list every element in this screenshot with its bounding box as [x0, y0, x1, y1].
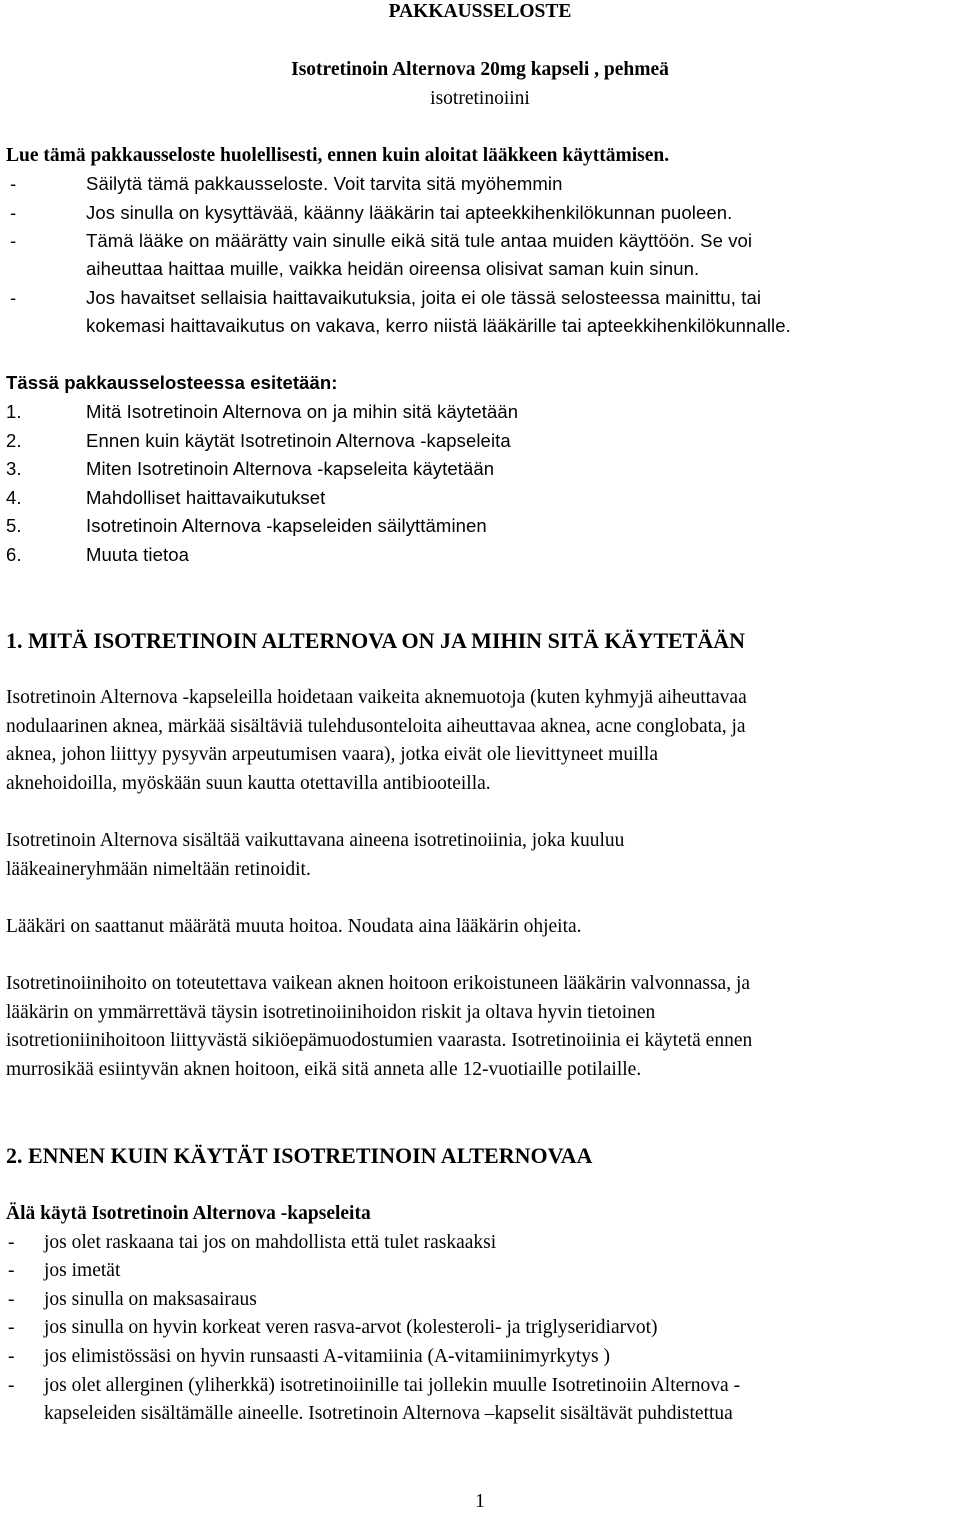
toc-number: 3.: [6, 458, 22, 479]
bullet-dash: -: [8, 1260, 15, 1281]
toc-number: 6.: [6, 544, 22, 565]
contraindication-item-1: jos olet raskaana tai jos on mahdollista että tulet raskaaksi: [44, 1232, 497, 1253]
toc-number: 1.: [6, 401, 22, 422]
contraindication-item-5: jos elimistössäsi on hyvin runsaasti A-vitamiinia (A-vitamiinimyrkytys ): [44, 1346, 610, 1367]
toc-item-6: Muuta tietoa: [86, 544, 190, 565]
section-1-paragraph-1: aknea, johon liittyy pysyvän arpeutumisen vaara), jotka eivät ole lievittyneet muilla: [6, 744, 658, 765]
section-1-paragraph-4: isotretioniinihoitoon liittyvästä sikiöepämuodostumien vaarasta. Isotretinoiinia ei käytetä ennen: [6, 1030, 753, 1051]
section-2-heading: 2. ENNEN KUIN KÄYTÄT ISOTRETINOIN ALTERNOVAA: [6, 1143, 593, 1168]
intro-bullet-4-line-1: Jos havaitset sellaisia haittavaikutuksia, joita ei ole tässä selosteessa mainittu, tai: [86, 287, 762, 308]
bullet-dash: -: [8, 1346, 15, 1367]
toc-number: 2.: [6, 430, 22, 451]
intro-bullet-4-line-2: kokemasi haittavaikutus on vakava, kerro niistä lääkärille tai apteekkihenkilökunnalle.: [86, 315, 791, 336]
toc-item-3: Miten Isotretinoin Alternova -kapseleita käytetään: [86, 458, 495, 479]
bullet-dash: -: [10, 173, 17, 194]
section-1-paragraph-1: nodulaarinen aknea, märkää sisältäviä tulehdusonteloita aiheuttavaa aknea, acne conglobata, ja: [6, 716, 746, 737]
toc-item-5: Isotretinoin Alternova -kapseleiden säilyttäminen: [86, 515, 487, 536]
contraindication-item-6-line-1: jos olet allerginen (yliherkkä) isotretinoiinille tai jollekin muulle Isotretinoiin Alternova -: [44, 1375, 741, 1396]
section-1-paragraph-2: lääkeaineryhmään nimeltään retinoidit.: [6, 859, 311, 880]
contraindication-item-4: jos sinulla on hyvin korkeat veren rasva-arvot (kolesteroli- ja triglyseridiarvot): [44, 1317, 658, 1338]
section-1-paragraph-1: Isotretinoin Alternova -kapseleilla hoidetaan vaikeita aknemuotoja (kuten kyhmyjä aiheuttavaa: [6, 687, 747, 708]
bullet-dash: -: [10, 202, 17, 223]
toc-heading: Tässä pakkausselosteessa esitetään:: [6, 372, 338, 393]
contraindication-item-6-line-2: kapseleiden sisältämälle aineelle. Isotretinoin Alternova –kapselit sisältävät puhdistettua: [44, 1403, 733, 1424]
active-substance: isotretinoiini: [430, 88, 530, 109]
read-notice: Lue tämä pakkausseloste huolellisesti, ennen kuin aloitat lääkkeen käyttämisen.: [6, 145, 670, 166]
contraindication-item-3: jos sinulla on maksasairaus: [44, 1289, 257, 1310]
toc-number: 4.: [6, 487, 22, 508]
toc-item-4: Mahdolliset haittavaikutukset: [86, 487, 326, 508]
toc-number: 5.: [6, 515, 22, 536]
bullet-dash: -: [8, 1375, 15, 1396]
toc-item-2: Ennen kuin käytät Isotretinoin Alternova -kapseleita: [86, 430, 511, 451]
intro-bullet-3-line-1: Tämä lääke on määrätty vain sinulle eikä sitä tule antaa muiden käyttöön. Se voi: [86, 230, 753, 251]
intro-bullet-3-line-2: aiheuttaa haittaa muille, vaikka heidän oireensa olisivat saman kuin sinun.: [86, 258, 700, 279]
section-1-paragraph-4: lääkärin on ymmärrettävä täysin isotretinoiinihoidon riskit ja oltava hyvin tietoinen: [6, 1002, 656, 1023]
intro-bullet-1: Säilytä tämä pakkausseloste. Voit tarvita sitä myöhemmin: [86, 173, 563, 194]
bullet-dash: -: [8, 1232, 15, 1253]
page-number: 1: [475, 1491, 485, 1512]
section-1-paragraph-4: Isotretinoiinihoito on toteutettava vaikean aknen hoitoon erikoistuneen lääkärin valvonnassa, ja: [6, 973, 751, 994]
bullet-dash: -: [10, 287, 17, 308]
section-1-heading: 1. MITÄ ISOTRETINOIN ALTERNOVA ON JA MIHIN SITÄ KÄYTETÄÄN: [6, 628, 745, 653]
document-title: PAKKAUSSELOSTE: [388, 1, 572, 22]
product-name: Isotretinoin Alternova 20mg kapseli , pehmeä: [291, 59, 669, 80]
section-2-subheading: Älä käytä Isotretinoin Alternova -kapseleita: [6, 1203, 371, 1224]
section-1-paragraph-4: murrosikää esiintyvän aknen hoitoon, eikä sitä anneta alle 12-vuotiaille potilaille.: [6, 1059, 642, 1080]
contraindication-item-2: jos imetät: [44, 1260, 121, 1281]
section-1-paragraph-2: Isotretinoin Alternova sisältää vaikuttavana aineena isotretinoiinia, joka kuuluu: [6, 830, 625, 851]
bullet-dash: -: [10, 230, 17, 251]
toc-item-1: Mitä Isotretinoin Alternova on ja mihin sitä käytetään: [86, 401, 519, 422]
bullet-dash: -: [8, 1289, 15, 1310]
section-1-paragraph-3: Lääkäri on saattanut määrätä muuta hoitoa. Noudata aina lääkärin ohjeita.: [6, 916, 582, 937]
section-1-paragraph-1: aknehoidoilla, myöskään suun kautta otettavilla antibiooteilla.: [6, 773, 491, 794]
bullet-dash: -: [8, 1317, 15, 1338]
intro-bullet-2: Jos sinulla on kysyttävää, käänny lääkärin tai apteekkihenkilökunnan puoleen.: [86, 202, 733, 223]
